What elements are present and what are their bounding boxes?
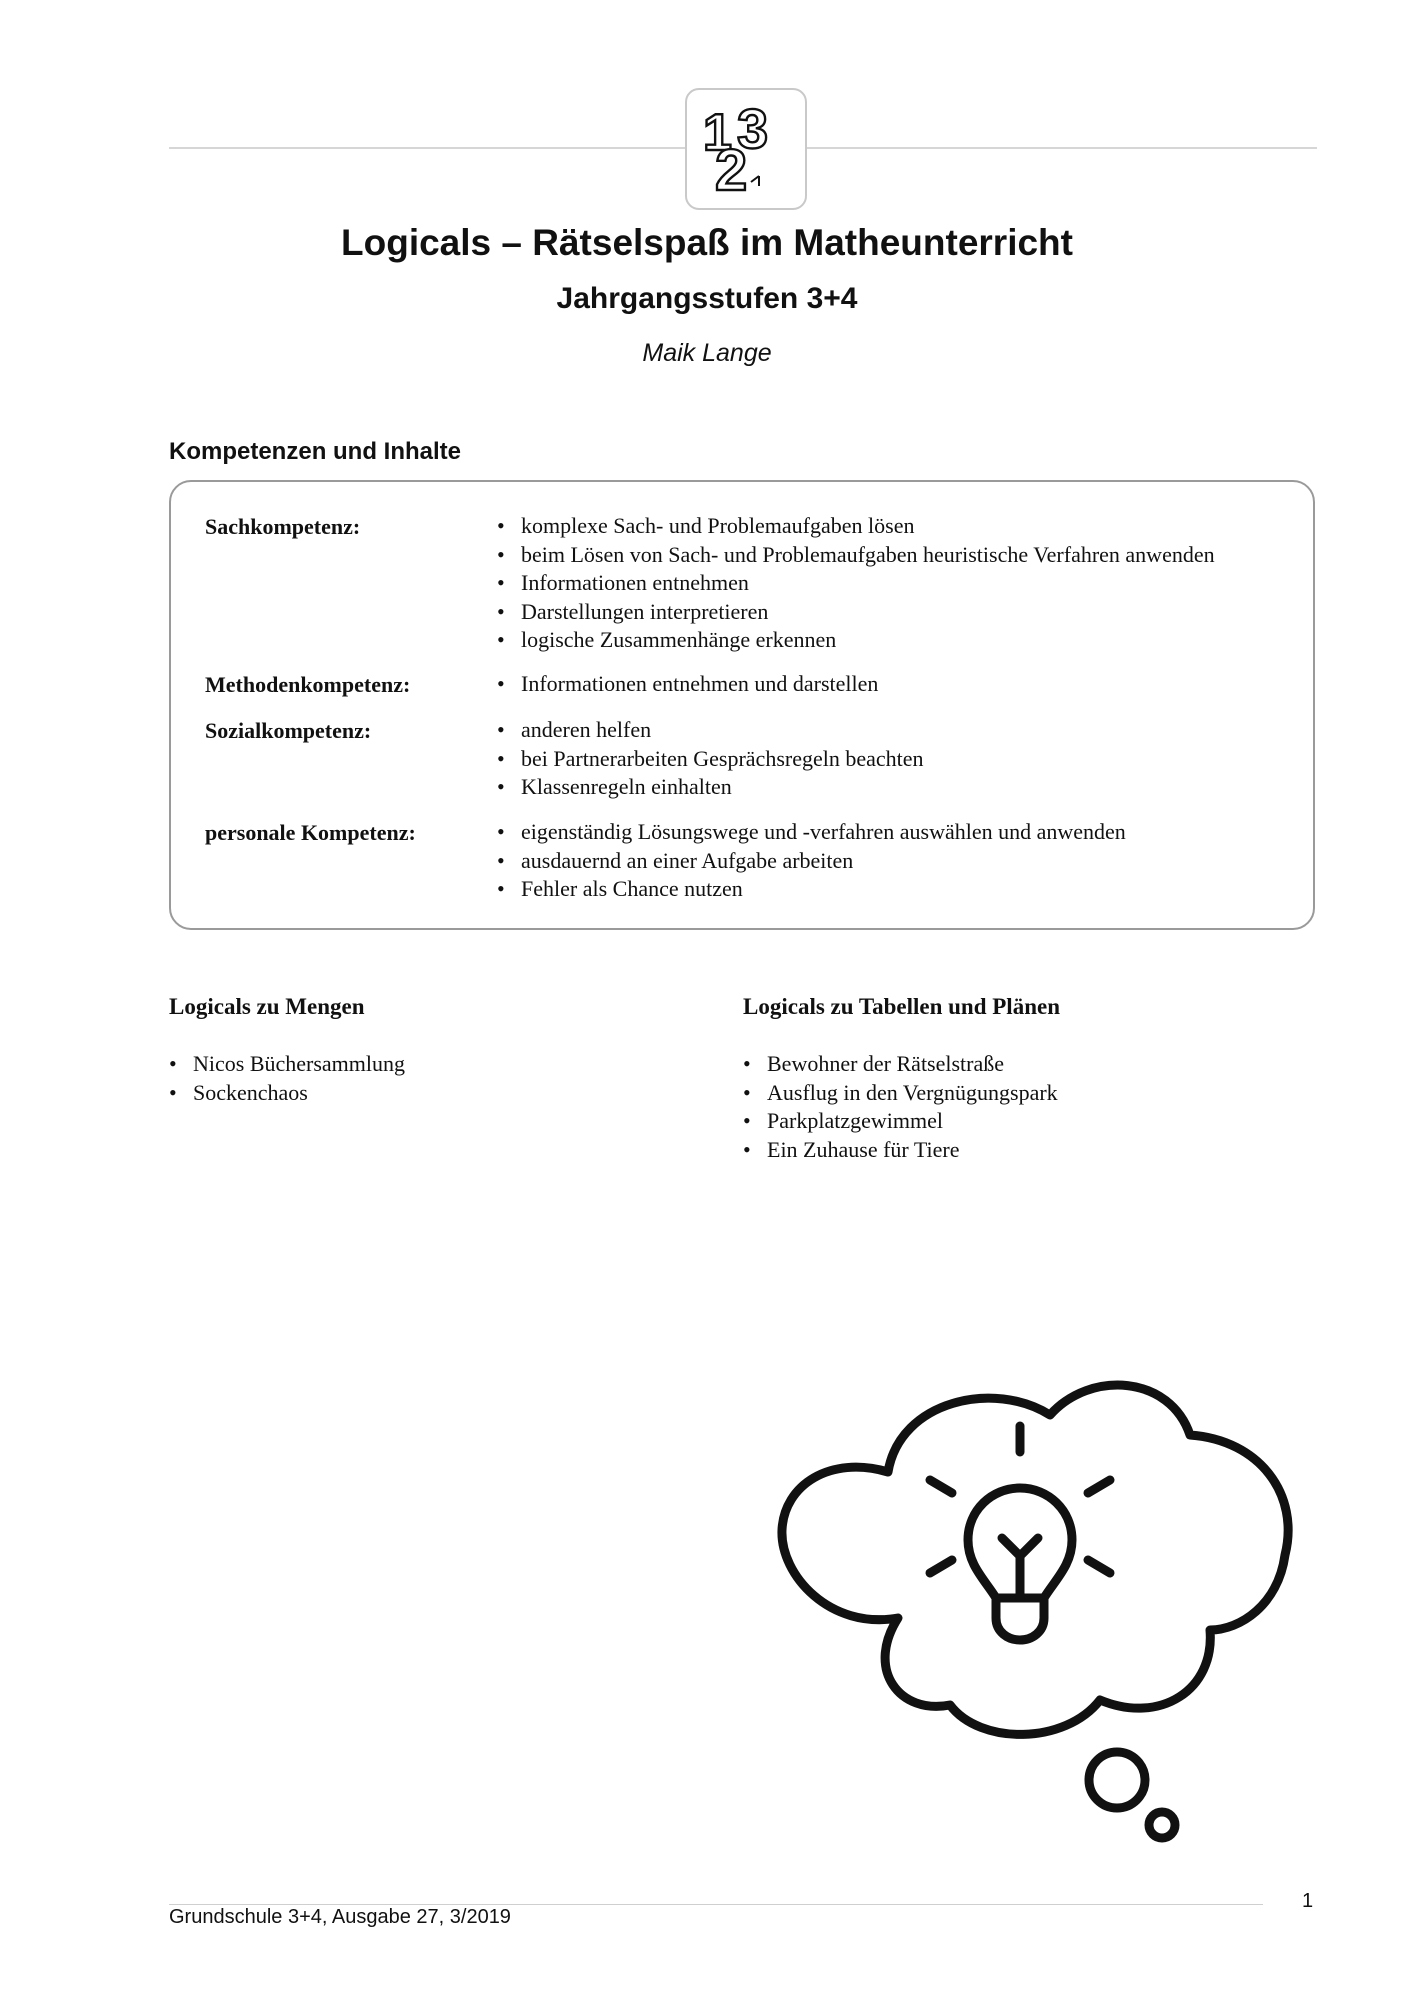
svg-text:3: 3 bbox=[737, 97, 769, 160]
competences-box bbox=[169, 480, 1315, 930]
thought-cloud-lightbulb-icon bbox=[770, 1360, 1310, 1850]
footer-publication: Grundschule 3+4, Ausgabe 27, 3/2019 bbox=[169, 1906, 511, 1928]
competence-list bbox=[497, 512, 1215, 655]
competence-list bbox=[497, 670, 878, 699]
list-item: • Informationen entnehmen und darstellen bbox=[497, 670, 878, 699]
list-item: • Darstellungen interpretieren bbox=[497, 598, 1215, 627]
competence-label: personale Kompetenz: bbox=[205, 820, 416, 845]
list-item: • eigenständig Lösungswege und -verfahren auswählen und anwenden bbox=[497, 818, 1126, 847]
topics-right-list bbox=[743, 1050, 1058, 1164]
author-name: Maik Lange bbox=[642, 339, 772, 367]
list-item: • logische Zusammenhänge erkennen bbox=[497, 626, 1215, 655]
list-item: • Ausflug in den Vergnügungspark bbox=[743, 1079, 1058, 1108]
list-item: • Fehler als Chance nutzen bbox=[497, 875, 1126, 904]
numbers-123-logo-icon bbox=[685, 88, 807, 210]
list-item: • anderen helfen bbox=[497, 716, 924, 745]
list-item: • Parkplatzgewimmel bbox=[743, 1107, 1058, 1136]
competences-heading: Kompetenzen und Inhalte bbox=[169, 438, 462, 465]
topics-left-heading: Logicals zu Mengen bbox=[169, 994, 365, 1019]
list-item: • Informationen entnehmen bbox=[497, 569, 1215, 598]
page-number: 1 bbox=[1302, 1890, 1314, 1912]
topics-right-heading: Logicals zu Tabellen und Plänen bbox=[743, 994, 1060, 1019]
competence-list bbox=[497, 716, 924, 802]
document-title: Logicals – Rätselspaß im Matheunterricht bbox=[341, 222, 1073, 263]
svg-text:1: 1 bbox=[703, 104, 732, 162]
svg-text:2: 2 bbox=[715, 138, 748, 203]
list-item: • komplexe Sach- und Problemaufgaben lösen bbox=[497, 512, 1215, 541]
footer-rule bbox=[169, 1904, 1263, 1905]
list-item: • Nicos Büchersammlung bbox=[169, 1050, 405, 1079]
list-item: • Sockenchaos bbox=[169, 1079, 405, 1108]
competence-list bbox=[497, 818, 1126, 904]
list-item: • bei Partnerarbeiten Gesprächsregeln beachten bbox=[497, 745, 924, 774]
competence-label: Sachkompetenz: bbox=[205, 514, 361, 539]
list-item: • Ein Zuhause für Tiere bbox=[743, 1136, 1058, 1165]
competence-label: Methodenkompetenz: bbox=[205, 672, 411, 697]
list-item: • Bewohner der Rätselstraße bbox=[743, 1050, 1058, 1079]
document-subtitle: Jahrgangsstufen 3+4 bbox=[556, 282, 858, 315]
topics-left-list bbox=[169, 1050, 405, 1107]
list-item: • beim Lösen von Sach- und Problemaufgaben heuristische Verfahren anwenden bbox=[497, 541, 1215, 570]
list-item: • ausdauernd an einer Aufgabe arbeiten bbox=[497, 847, 1126, 876]
competence-label: Sozialkompetenz: bbox=[205, 718, 372, 743]
list-item: • Klassenregeln einhalten bbox=[497, 773, 924, 802]
